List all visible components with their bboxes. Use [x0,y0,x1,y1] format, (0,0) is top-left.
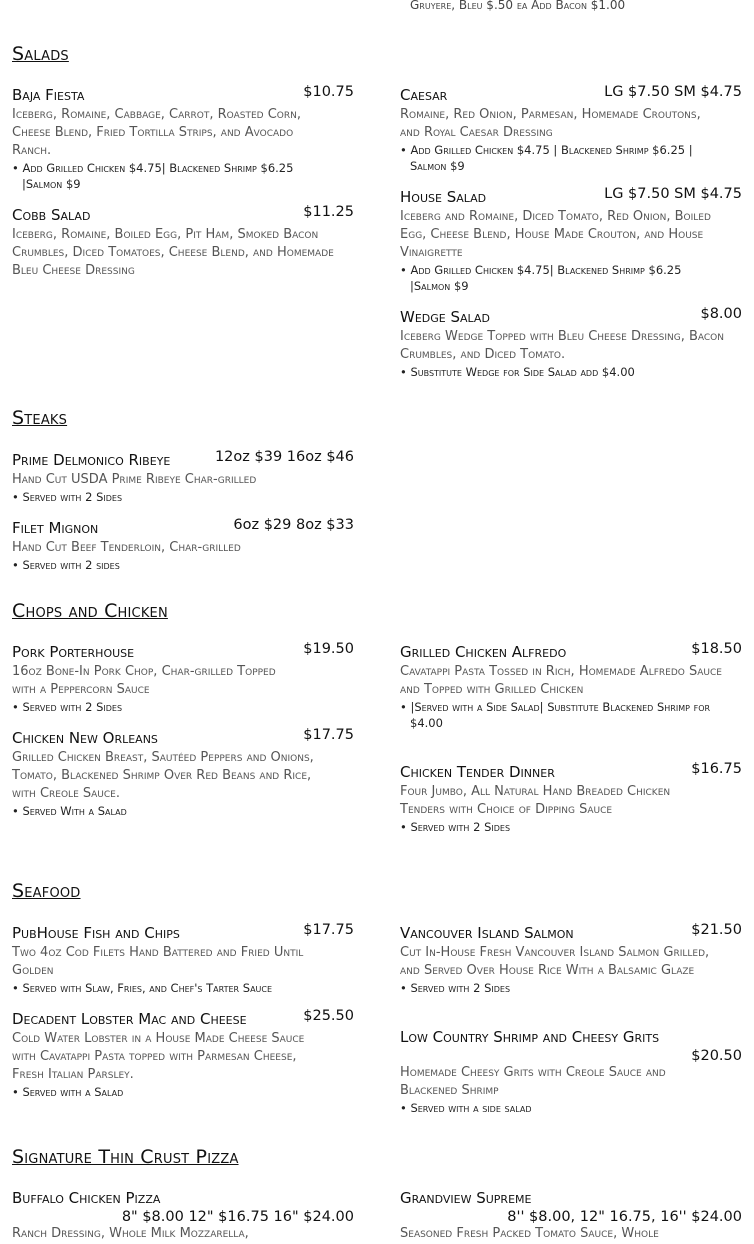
item-price: $21.50 [691,922,742,938]
item-price: 8" $8.00 12" $16.75 16" $24.00 [121,1209,354,1225]
item-note: • |Served with a Side Salad| Substitute Blackened Shrimp for $4.00 [400,699,730,731]
menu-item-low-country-shrimp-and-grits [400,1028,742,1116]
item-name: Wedge Salad [400,308,490,326]
item-description: Four Jumbo, All Natural Hand Breaded Chicken Tenders with Choice of Dipping Sauce [400,784,671,817]
menu-item-wedge-salad [400,308,742,380]
item-price: LG $7.50 SM $4.75 [604,84,742,100]
item-note: • Substitute Wedge for Side Salad add $4.00 [400,364,730,380]
item-price: $19.50 [303,641,354,657]
item-price: 12oz $39 16oz $46 [214,449,354,465]
menu-item-house-salad [400,188,742,294]
item-name: Decadent Lobster Mac and Cheese [12,1010,247,1028]
menu-item-grandview-supreme [400,1189,742,1243]
item-price: 8'' $8.00, 12" 16.75, 16'' $24.00 [507,1209,742,1225]
item-note: • Served with 2 Sides [400,980,742,996]
item-description: Two 4oz Cod Filets Hand Battered and Fried Until Golden [12,945,304,978]
section-title-chops-and-chicken: Chops and Chicken [12,600,168,622]
item-note: • Add Grilled Chicken $4.75 | Blackened Shrimp $6.25 | Salmon $9 [400,142,710,174]
item-name: House Salad [400,188,487,206]
item-price: $8.00 [700,306,742,322]
item-price: $18.50 [691,641,742,657]
menu-item-ribeye [12,451,354,505]
menu-item-caesar [400,86,742,174]
item-name: Grandview Supreme [400,1189,532,1207]
item-name: Pork Porterhouse [12,643,135,661]
item-price: $10.75 [303,84,354,100]
item-description: Iceberg Wedge Topped with Bleu Cheese Dressing, Bacon Crumbles, and Diced Tomato. [400,329,724,362]
item-name: Chicken Tender Dinner [400,763,555,781]
menu-item-lobster-mac-and-cheese [12,1010,354,1100]
item-note: • Served with a side salad [400,1100,742,1116]
item-note: • Add Grilled Chicken $4.75| Blackened Shrimp $6.25 |Salmon $9 [400,262,710,294]
item-name: Prime Delmonico Ribeye [12,451,171,469]
item-description: Hand Cut Beef Tenderloin, Char-grilled [12,540,241,555]
item-description: Homemade Cheesy Grits with Creole Sauce and Blackened Shrimp [400,1065,666,1098]
item-name: Low Country Shrimp and Cheesy Grits [400,1028,660,1046]
menu-item-baja-fiesta [12,86,354,192]
menu-item-grilled-chicken-alfredo [400,643,742,731]
item-description: Hand Cut USDA Prime Ribeye Char-grilled [12,472,257,487]
item-price: LG $7.50 SM $4.75 [604,186,742,202]
item-note: • Served with 2 Sides [400,819,742,835]
section-title-seafood: Seafood [12,880,81,902]
item-name: Cobb Salad [12,206,91,224]
item-price: $11.25 [303,204,354,220]
section-title-signature-pizza: Signature Thin Crust Pizza [12,1146,239,1168]
item-price: $25.50 [303,1008,354,1024]
menu-item-cobb-salad [12,206,354,280]
item-description: Iceberg and Romaine, Diced Tomato, Red Onion, Boiled Egg, Cheese Blend, House Made Crouton, and House Vinaigrette [400,209,711,260]
menu-item-fish-and-chips [12,924,354,996]
previous-section-fragment: Gruyere, Bleu $.50 ea Add Bacon $1.00 [410,0,626,12]
menu-item-chicken-new-orleans [12,729,354,819]
item-name: Vancouver Island Salmon [400,924,574,942]
item-name: Filet Mignon [12,519,99,537]
item-name: Chicken New Orleans [12,729,158,747]
item-note: • Served with a Salad [12,1084,354,1100]
item-note: • Served with 2 Sides [12,489,354,505]
item-description: Cavatappi Pasta Tossed in Rich, Homemade Alfredo Sauce and Topped with Grilled Chicken [400,664,722,697]
item-note: • Served with Slaw, Fries, and Chef's Tarter Sauce [12,980,354,996]
item-name: Grilled Chicken Alfredo [400,643,567,661]
item-description: Seasoned Fresh Packed Tomato Sauce, Whole [400,1226,659,1241]
item-description: 16oz Bone-In Pork Chop, Char-grilled Topped with a Peppercorn Sauce [12,664,276,697]
item-name: Buffalo Chicken Pizza [12,1189,161,1207]
menu-item-filet-mignon [12,519,354,573]
menu-item-vancouver-island-salmon [400,924,742,996]
item-price: $16.75 [691,761,742,777]
item-note: • Served With a Salad [12,803,354,819]
menu-item-buffalo-chicken-pizza [12,1189,354,1243]
item-price: $17.75 [303,727,354,743]
item-price: 6oz $29 8oz $33 [233,517,354,533]
item-description: Cold Water Lobster in a House Made Cheese Sauce with Cavatappi Pasta topped with Parmesan Cheese, Fresh Italian Parsley. [12,1031,305,1082]
item-description: Iceberg, Romaine, Boiled Egg, Pit Ham, Smoked Bacon Crumbles, Diced Tomatoes, Cheese Blend, and Homemade Bleu Cheese Dressing [12,227,334,278]
item-description: Ranch Dressing, Whole Milk Mozzarella, [12,1226,249,1241]
item-name: PubHouse Fish and Chips [12,924,180,942]
menu-item-chicken-tender-dinner [400,763,742,835]
item-price: $20.50 [691,1048,742,1064]
item-description: Iceberg, Romaine, Cabbage, Carrot, Roasted Corn, Cheese Blend, Fried Tortilla Strips, and Avocado Ranch. [12,107,301,158]
item-note: • Add Grilled Chicken $4.75| Blackened Shrimp $6.25 |Salmon $9 [12,160,322,192]
item-description: Romaine, Red Onion, Parmesan, Homemade Croutons, and Royal Caesar Dressing [400,107,701,140]
item-note: • Served with 2 Sides [12,699,354,715]
section-title-salads: Salads [12,43,69,65]
item-description: Cut In-House Fresh Vancouver Island Salmon Grilled, and Served Over House Rice With a Balsamic Glaze [400,945,710,978]
menu-item-pork-porterhouse [12,643,354,715]
item-note: • Served with 2 sides [12,557,354,573]
item-name: Baja Fiesta [12,86,85,104]
item-name: Caesar [400,86,448,104]
item-price: $17.75 [303,922,354,938]
section-title-steaks: Steaks [12,407,68,429]
item-description: Grilled Chicken Breast, Sautéed Peppers and Onions, Tomato, Blackened Shrimp Over Red Beans and Rice, with Creole Sauce. [12,750,314,801]
